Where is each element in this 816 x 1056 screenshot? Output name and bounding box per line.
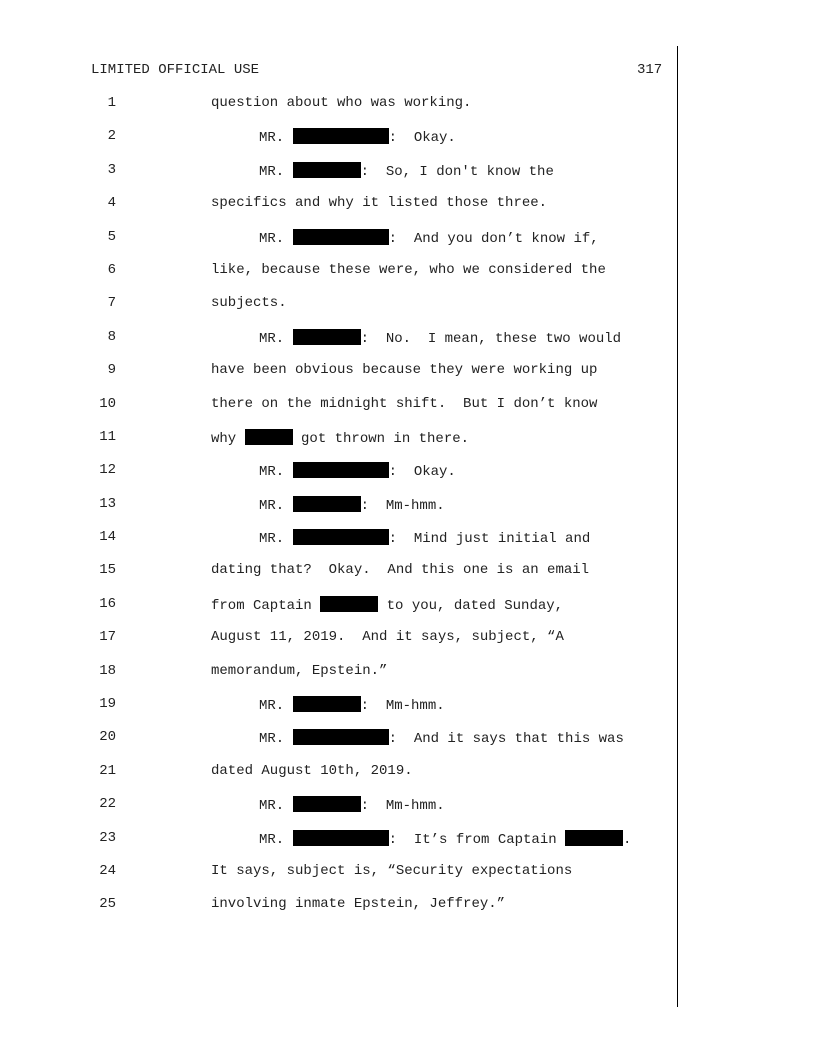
transcript-line — [0, 429, 816, 462]
text-segment: why — [211, 430, 245, 447]
line-text — [211, 429, 469, 447]
text-segment: dated August 10th, 2019. — [211, 762, 413, 779]
redaction-block — [565, 830, 623, 846]
line-text — [211, 362, 597, 378]
transcript-line — [0, 796, 816, 829]
text-segment: question about who was working. — [211, 95, 472, 111]
text-segment: : Mm-hmm. — [360, 497, 445, 514]
text-segment: : Mind just initial and — [388, 531, 591, 548]
redaction-block — [293, 830, 389, 846]
line-number: 24 — [99, 862, 116, 879]
transcript-line — [0, 729, 816, 762]
line-number: 19 — [99, 696, 116, 713]
line-number: 15 — [99, 562, 116, 579]
line-text — [259, 329, 621, 347]
line-number: 2 — [107, 128, 116, 145]
text-segment: : Mm-hmm. — [360, 698, 445, 715]
text-segment: : And you don’t know if, — [388, 230, 599, 247]
line-text — [259, 128, 456, 146]
text-segment: MR. — [259, 230, 293, 247]
line-number: 3 — [107, 161, 116, 178]
text-segment: MR. — [259, 698, 293, 715]
transcript-line — [0, 95, 816, 128]
line-number: 17 — [99, 629, 116, 646]
transcript-line — [0, 763, 816, 796]
text-segment: : And it says that this was — [388, 731, 624, 748]
text-segment: MR. — [259, 798, 293, 815]
text-segment: It says, subject is, “Security expectations — [211, 862, 573, 879]
text-segment: : Okay. — [388, 464, 456, 481]
line-number: 20 — [99, 729, 116, 746]
line-number: 12 — [99, 462, 116, 479]
line-text — [211, 596, 563, 614]
line-text — [211, 763, 413, 779]
transcript-line — [0, 295, 816, 328]
line-number: 9 — [107, 362, 116, 379]
redaction-block — [320, 596, 378, 612]
transcript-line — [0, 696, 816, 729]
line-text — [259, 162, 554, 180]
text-segment: subjects. — [211, 295, 287, 312]
line-number: 4 — [107, 195, 116, 212]
line-text — [259, 696, 445, 714]
text-segment: MR. — [259, 163, 293, 180]
transcript-line — [0, 496, 816, 529]
text-segment: MR. — [259, 330, 293, 347]
line-text — [259, 796, 445, 814]
transcript-line — [0, 396, 816, 429]
transcript-line — [0, 329, 816, 362]
page-number: 317 — [637, 62, 663, 78]
transcript-line — [0, 195, 816, 228]
text-segment: from Captain — [211, 597, 321, 614]
line-text — [259, 830, 631, 848]
redaction-block — [293, 128, 389, 144]
text-segment: have been obvious because they were working up — [211, 362, 598, 379]
line-number: 14 — [99, 529, 116, 546]
classification-header: LIMITED OFFICIAL USE — [91, 62, 260, 78]
redaction-block — [245, 429, 293, 445]
text-segment: : No. I mean, these two would — [360, 330, 622, 347]
line-number: 25 — [99, 896, 116, 913]
line-number: 11 — [99, 428, 116, 445]
line-text — [211, 95, 471, 111]
transcript-lines — [0, 95, 816, 930]
transcript-line — [0, 229, 816, 262]
transcript-line — [0, 629, 816, 662]
transcript-line — [0, 128, 816, 161]
text-segment: to you, dated Sunday, — [378, 597, 564, 614]
text-segment: there on the midnight shift. But I don’t know — [211, 395, 598, 412]
transcript-line — [0, 462, 816, 495]
redaction-block — [293, 162, 361, 178]
line-number: 6 — [107, 261, 116, 278]
text-segment: got thrown in there. — [292, 430, 470, 447]
line-number: 8 — [107, 328, 116, 345]
text-segment: involving inmate Epstein, Jeffrey.” — [211, 896, 506, 913]
text-segment: memorandum, Epstein.” — [211, 662, 388, 679]
line-number: 18 — [99, 662, 116, 679]
redaction-block — [293, 496, 361, 512]
redaction-block — [293, 529, 389, 545]
text-segment: MR. — [259, 130, 293, 147]
line-text — [259, 229, 599, 247]
line-number: 23 — [99, 829, 116, 846]
text-segment: August 11, 2019. And it says, subject, “A — [211, 629, 564, 646]
transcript-line — [0, 362, 816, 395]
line-number: 16 — [99, 595, 116, 612]
text-segment: : Mm-hmm. — [360, 798, 445, 815]
line-text — [211, 262, 606, 278]
text-segment: MR. — [259, 731, 293, 748]
line-text — [211, 396, 597, 412]
transcript-line — [0, 896, 816, 929]
line-number: 13 — [99, 495, 116, 512]
redaction-block — [293, 729, 389, 745]
redaction-block — [293, 796, 361, 812]
text-segment: MR. — [259, 464, 293, 481]
text-segment: : So, I don't know the — [360, 163, 554, 180]
transcript-line — [0, 863, 816, 896]
line-text — [259, 462, 456, 480]
transcript-line — [0, 529, 816, 562]
line-number: 22 — [99, 796, 116, 813]
redaction-block — [293, 696, 361, 712]
transcript-line — [0, 562, 816, 595]
line-number: 10 — [99, 395, 116, 412]
line-text — [211, 295, 287, 311]
redaction-block — [293, 229, 389, 245]
line-text — [211, 663, 387, 679]
line-text — [259, 496, 445, 514]
line-text — [259, 529, 590, 547]
transcript-line — [0, 262, 816, 295]
text-segment: specifics and why it listed those three. — [211, 195, 548, 212]
line-text — [211, 863, 572, 879]
text-segment: : Okay. — [388, 130, 456, 147]
text-segment: MR. — [259, 497, 293, 514]
redaction-block — [293, 329, 361, 345]
line-number: 1 — [107, 95, 116, 111]
transcript-line — [0, 663, 816, 696]
text-segment: MR. — [259, 531, 293, 548]
transcript-line — [0, 162, 816, 195]
text-segment: : It’s from Captain — [388, 831, 566, 848]
redaction-block — [293, 462, 389, 478]
line-text — [259, 729, 624, 747]
line-number: 5 — [107, 228, 116, 245]
text-segment: . — [623, 831, 632, 848]
line-number: 21 — [99, 762, 116, 779]
text-segment: like, because these were, who we considered the — [211, 261, 606, 278]
line-text — [211, 562, 589, 578]
transcript-line — [0, 596, 816, 629]
text-segment: dating that? Okay. And this one is an email — [211, 562, 590, 579]
transcript-line — [0, 830, 816, 863]
line-text — [211, 195, 547, 211]
line-text — [211, 896, 505, 912]
text-segment: MR. — [259, 831, 293, 848]
line-text — [211, 629, 564, 645]
line-number: 7 — [107, 295, 116, 312]
